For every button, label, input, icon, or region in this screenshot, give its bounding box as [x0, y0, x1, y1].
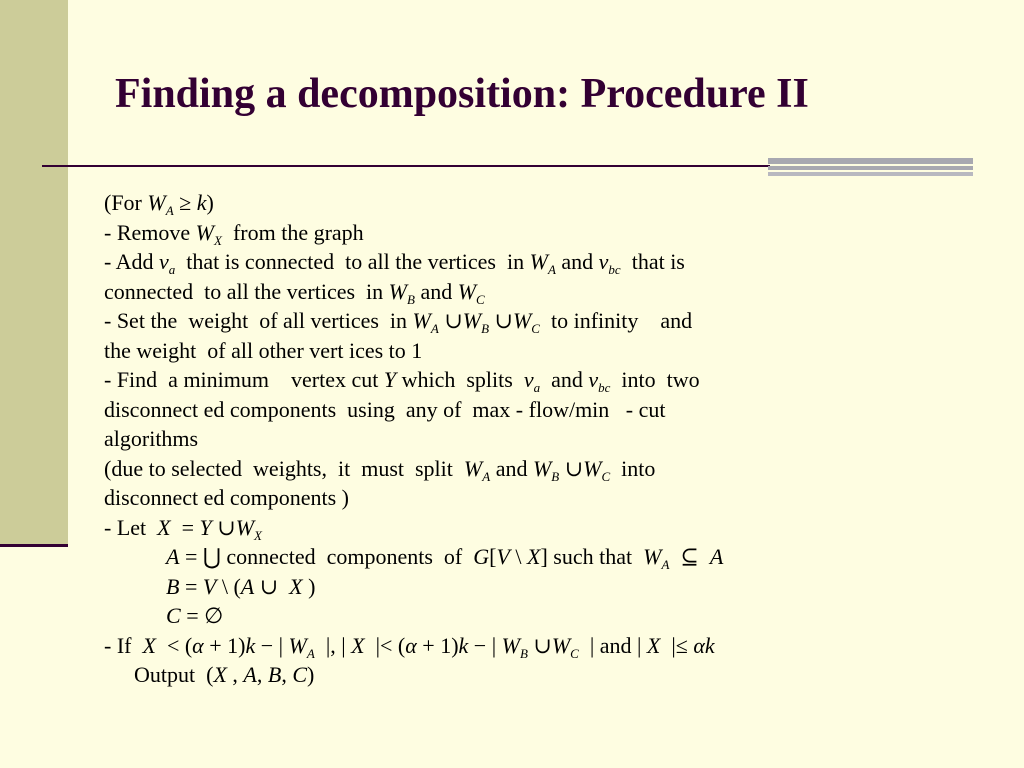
body-text: , — [226, 662, 244, 687]
body-line — [104, 247, 904, 277]
math-symbol: αk — [693, 632, 715, 658]
slide-title: Finding a decomposition: Procedure II — [115, 71, 809, 117]
body-text: and — [555, 249, 599, 274]
body-text: disconnect ed components using any of max - flow/min - cut — [104, 396, 666, 422]
math-subscript: B — [407, 291, 415, 307]
body-text: and — [414, 278, 458, 304]
body-text: |≤ — [660, 632, 694, 658]
body-text: , — [281, 662, 293, 687]
body-text: ∪ — [527, 632, 552, 658]
body-line — [104, 218, 904, 248]
math-symbol: X — [527, 544, 541, 569]
math-symbol: W — [147, 190, 166, 215]
math-symbol: B — [166, 573, 180, 599]
body-text: connected to all the vertices in — [104, 278, 389, 304]
math-symbol: X — [157, 514, 171, 540]
math-subscript: X — [254, 527, 262, 543]
body-line — [104, 572, 904, 602]
math-symbol: α — [405, 632, 417, 658]
body-text: - Let — [104, 514, 158, 540]
math-symbol: v — [598, 249, 609, 274]
math-subscript: X — [213, 232, 222, 248]
body-text: - Find a minimum vertex cut — [104, 367, 384, 392]
body-text: ) — [206, 190, 214, 215]
math-subscript: bc — [598, 380, 611, 395]
math-symbol: X — [142, 632, 156, 658]
math-symbol: V — [496, 544, 510, 569]
math-symbol: W — [643, 544, 662, 569]
math-subscript: A — [482, 468, 491, 484]
body-text: into — [610, 455, 656, 481]
body-text: ) — [302, 573, 316, 599]
body-line — [104, 513, 904, 543]
body-text: ] such that — [540, 544, 644, 569]
body-line — [104, 277, 904, 307]
math-symbol: W — [235, 514, 255, 540]
math-symbol: C — [292, 662, 307, 687]
body-text: + 1) — [416, 632, 459, 658]
math-symbol: W — [532, 455, 552, 481]
math-symbol: W — [388, 278, 407, 304]
math-symbol: k — [196, 190, 207, 215]
body-line — [104, 601, 904, 631]
math-symbol: A — [709, 544, 724, 569]
body-line — [104, 631, 904, 661]
body-text: \ — [509, 544, 528, 569]
body-text: = — [179, 573, 203, 599]
math-symbol: Y — [383, 367, 397, 392]
math-symbol: W — [551, 632, 571, 658]
math-symbol: W — [501, 632, 520, 658]
math-symbol: v — [159, 249, 169, 274]
math-symbol: W — [195, 219, 214, 245]
math-symbol: W — [529, 249, 548, 274]
body-line — [104, 365, 904, 395]
body-line — [104, 395, 904, 425]
math-symbol: W — [463, 455, 483, 481]
math-subscript: A — [547, 262, 556, 277]
body-line — [104, 424, 904, 454]
math-symbol: W — [512, 308, 532, 333]
body-text: Output ( — [134, 662, 214, 687]
math-symbol: W — [288, 632, 307, 658]
math-subscript: C — [570, 645, 579, 661]
math-symbol: W — [583, 455, 602, 481]
math-symbol: k — [458, 632, 469, 658]
math-symbol: G — [473, 544, 490, 569]
body-text: | and | — [578, 632, 647, 658]
title-divider — [42, 165, 770, 167]
body-text: to infinity and — [539, 308, 693, 333]
body-text: = ⋃ connected components of — [179, 544, 474, 569]
body-text: and — [540, 367, 589, 392]
body-text: \ ( — [216, 573, 241, 599]
body-line — [104, 188, 904, 218]
math-subscript: a — [533, 380, 541, 395]
math-subscript: A — [306, 645, 315, 661]
body-text: which splits — [396, 367, 524, 392]
math-symbol: W — [462, 308, 482, 333]
math-symbol: α — [192, 632, 204, 658]
math-subscript: B — [481, 321, 490, 336]
body-text: ∪ — [559, 455, 584, 481]
math-symbol: A — [166, 544, 180, 569]
slide-body — [104, 188, 904, 690]
body-text: - Add — [104, 249, 159, 274]
body-text: the weight of all other vert ices to 1 — [104, 337, 423, 363]
body-line — [104, 542, 904, 572]
body-text: ∪ — [489, 308, 513, 333]
body-line — [104, 483, 904, 513]
body-text: - Set the weight of all vertices in — [104, 308, 413, 333]
title-divider-accent — [768, 158, 973, 178]
body-text: algorithms — [104, 426, 199, 451]
body-text: that is connected to all the vertices in — [175, 249, 530, 274]
body-text: that is — [620, 249, 685, 274]
math-symbol: Y — [199, 514, 212, 540]
math-symbol: B — [267, 662, 282, 687]
math-subscript: C — [476, 291, 485, 307]
body-text: into two — [610, 367, 700, 392]
math-symbol: W — [457, 278, 477, 304]
body-text: ) — [307, 662, 315, 687]
body-text: ⊆ — [669, 544, 710, 569]
math-symbol: k — [245, 632, 256, 658]
body-line — [104, 660, 904, 690]
body-line — [104, 454, 904, 484]
body-text: - Remove — [104, 219, 196, 245]
math-symbol: A — [240, 573, 255, 599]
body-text: [ — [489, 544, 497, 569]
body-text: disconnect ed components ) — [104, 485, 349, 510]
body-text: ∪ — [211, 514, 236, 540]
math-subscript: B — [519, 645, 528, 661]
body-text: from the graph — [221, 219, 364, 245]
body-text: ≥ — [173, 190, 197, 215]
math-symbol: A — [243, 662, 257, 687]
math-subscript: C — [601, 468, 611, 484]
math-symbol: v — [523, 367, 534, 392]
body-text: (due to selected weights, it must split — [104, 455, 464, 481]
body-text: and — [490, 455, 533, 481]
math-symbol: X — [351, 632, 365, 658]
math-symbol: v — [588, 367, 599, 392]
math-subscript: A — [430, 321, 439, 336]
body-text: = — [170, 514, 200, 540]
side-accent-rule — [0, 544, 68, 547]
math-symbol: X — [213, 662, 227, 687]
math-symbol: X — [646, 632, 661, 658]
math-symbol: V — [202, 573, 217, 599]
body-text: − | — [255, 632, 289, 658]
math-symbol: X — [289, 573, 303, 599]
body-line — [104, 306, 904, 336]
body-text: (For — [104, 190, 148, 215]
math-subscript: a — [168, 262, 176, 277]
math-subscript: A — [165, 203, 174, 218]
body-text: |< ( — [364, 632, 406, 658]
body-text: |, | — [314, 632, 352, 658]
math-subscript: B — [551, 468, 560, 484]
body-text: , — [256, 662, 268, 687]
math-subscript: C — [531, 321, 540, 336]
side-accent-bar — [0, 0, 68, 545]
body-text: = ∅ — [180, 603, 224, 628]
math-symbol: C — [166, 603, 181, 628]
body-text: - If — [104, 632, 143, 658]
math-subscript: bc — [608, 262, 621, 277]
body-text: < ( — [155, 632, 193, 658]
body-text: ∪ — [254, 573, 290, 599]
body-line — [104, 336, 904, 366]
body-text: ∪ — [438, 308, 463, 333]
body-text: − | — [468, 632, 502, 658]
body-text: + 1) — [203, 632, 246, 658]
math-symbol: W — [412, 308, 431, 333]
math-subscript: A — [661, 557, 670, 572]
